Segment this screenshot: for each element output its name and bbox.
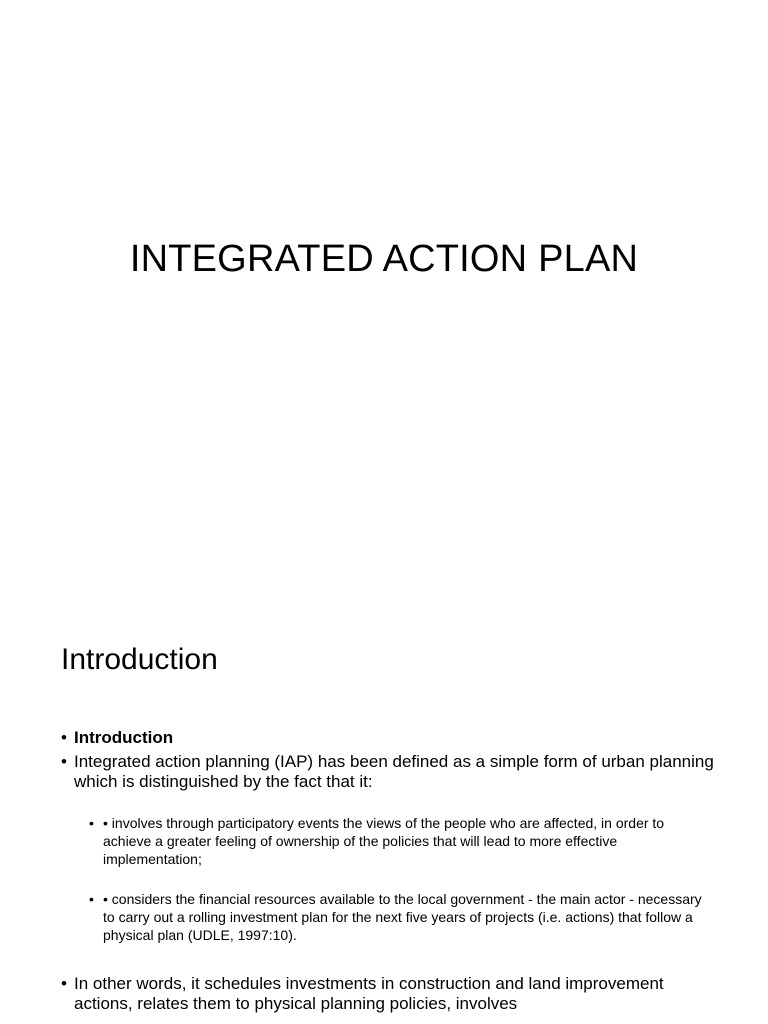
bullet-icon: •	[61, 974, 67, 993]
bullet-icon: •	[89, 891, 94, 907]
bullet-text: Introduction	[74, 728, 174, 747]
sub-bullet-text: • involves through participatory events the views of the people who are affected, in order to achieve a greater feeling of ownership of the policies that will lead to more effective implementation;	[103, 815, 665, 867]
bullet-icon: •	[89, 815, 94, 831]
slide-heading: Introduction	[61, 643, 218, 676]
bullet-text: In other words, it schedules investments in construction and land improvement actions, relates them to physical planning policies, involves	[74, 974, 664, 1013]
bullet-item	[61, 728, 721, 748]
bullet-text: Integrated action planning (IAP) has been defined as a simple form of urban planning which is distinguished by the fact that it:	[74, 752, 714, 791]
bullet-list	[61, 728, 721, 1018]
introduction-slide	[0, 576, 768, 1024]
sub-bullet-item	[89, 890, 709, 944]
bullet-item	[61, 752, 721, 792]
sub-bullet-item	[89, 814, 709, 868]
sub-bullet-text: • considers the financial resources available to the local government - the main actor - necessary to carry out a rolling investment plan for the next five years of projects (i.e. actions) that follow a physical plan (UDLE, 1997:10).	[103, 891, 702, 943]
bullet-icon: •	[61, 728, 67, 747]
bullet-item	[61, 974, 721, 1014]
slide-title: INTEGRATED ACTION PLAN	[129, 238, 639, 280]
bullet-icon: •	[61, 752, 67, 771]
